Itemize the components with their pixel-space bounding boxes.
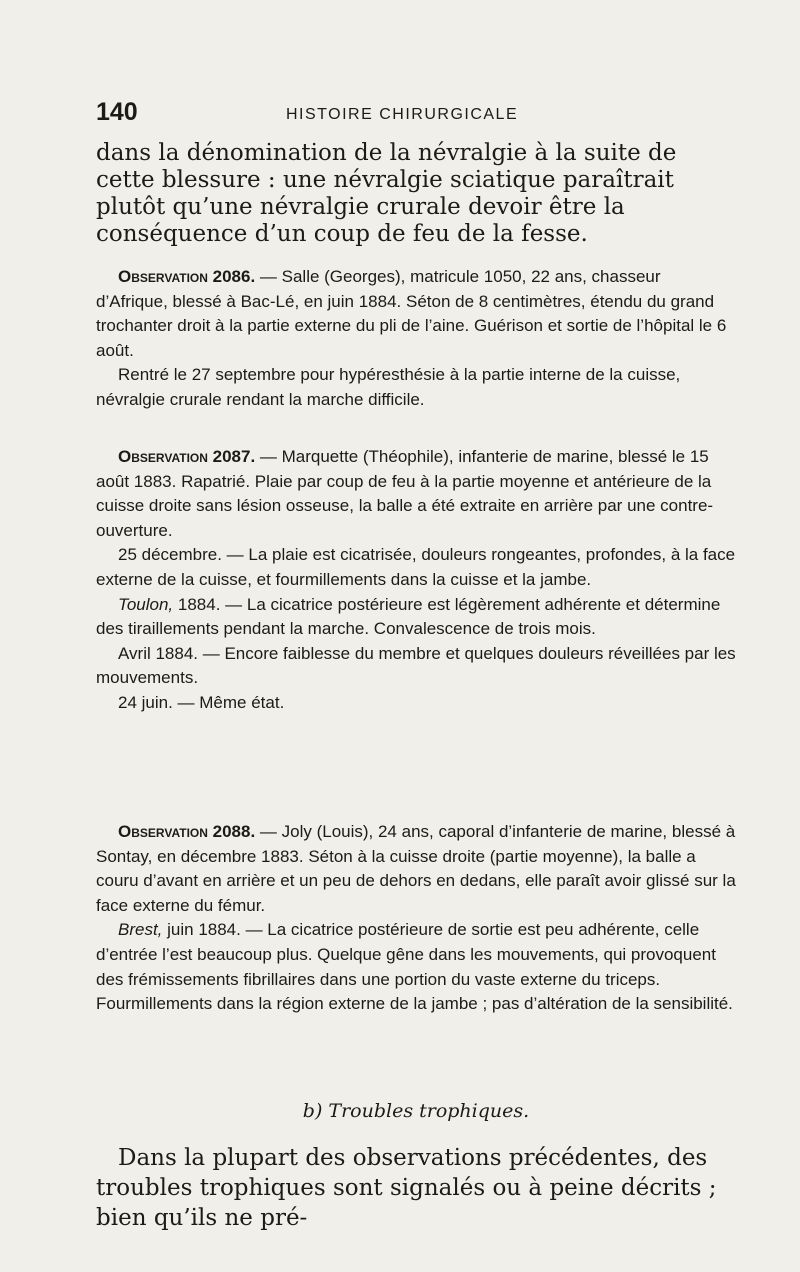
observation-2087 — [96, 445, 736, 716]
observation-paragraph: 1884. — La cicatrice postérieure est légèrement adhérente et détermine des tiraillements pendant la marche. Convalescence de trois mois. — [96, 594, 721, 639]
observation-2088 — [96, 820, 736, 1017]
observation-paragraph: Avril 1884. — Encore faiblesse du membre et quelques douleurs réveillées par les mouvements. — [96, 643, 736, 688]
page-number: 140 — [96, 98, 138, 126]
observation-text: — Marquette (Théophile), infanterie de marine, blessé le 15 août 1883. Rapatrié. Plaie par coup de feu à la partie moyenne et antérieure de la cuisse droite sans lésion osseuse, la balle a été extraite en arrière par une contre-ouverture. — [96, 447, 714, 540]
running-title: HISTOIRE CHIRURGICALE — [286, 106, 519, 123]
section-heading: b) Troubles trophiques. — [302, 1100, 530, 1122]
observation-text: — Joly (Louis), 24 ans, caporal d’infanterie de marine, blessé à Sontay, en décembre 1883. Séton à la cuisse droite (partie moyenne), la balle a couru d’avant en arrière et un peu de dehors en dedans, elle paraît avoir glissé sur la face externe du fémur. — [96, 822, 736, 915]
intro-paragraph: dans la dénomination de la névralgie à la suite de cette blessure : une névralgie sciatique paraîtrait plutôt qu’une névralgie crurale devoir être la conséquence d’un coup de feu de la fesse. — [96, 140, 677, 247]
observation-label: Observation 2088. — [118, 822, 256, 841]
place-name: Brest, — [118, 920, 163, 940]
observation-paragraph: 25 décembre. — La plaie est cicatrisée, douleurs rongeantes, profondes, à la face externe de la cuisse, et fourmillements dans la cuisse et la jambe. — [96, 545, 736, 589]
observation-label: Observation 2086. — [118, 267, 256, 286]
observation-2086 — [96, 265, 736, 413]
observation-label: Observation 2087. — [118, 447, 256, 466]
place-name: Toulon, — [118, 594, 174, 614]
observation-paragraph: 24 juin. — Même état. — [118, 692, 285, 712]
closing-paragraph: Dans la plupart des observations précédentes, des troubles trophiques sont signalés ou à peine décrits ; bien qu’ils ne pré- — [96, 1145, 717, 1231]
observation-text: — Salle (Georges), matricule 1050, 22 ans, chasseur d’Afrique, blessé à Bac-Lé, en juin 1884. Séton de 8 centimètres, étendu du grand trochanter droit à la partie externe du pli de l’aine. Guérison et sortie de l’hôpital le 6 août. — [96, 267, 727, 360]
page-header — [96, 98, 736, 128]
observation-followup: Rentré le 27 septembre pour hypéresthésie à la partie interne de la cuisse, névralgie crurale rendant la marche difficile. — [96, 365, 681, 409]
observation-paragraph: juin 1884. — La cicatrice postérieure de sortie est peu adhérente, celle d’entrée l’est beaucoup plus. Quelque gêne dans les mouvements, qui provoquent des frémissements fibrillaires dans une portion du vaste externe du triceps. Fourmillements dans la région externe de la jambe ; pas d’altération de la sensibilité. — [96, 920, 733, 1014]
